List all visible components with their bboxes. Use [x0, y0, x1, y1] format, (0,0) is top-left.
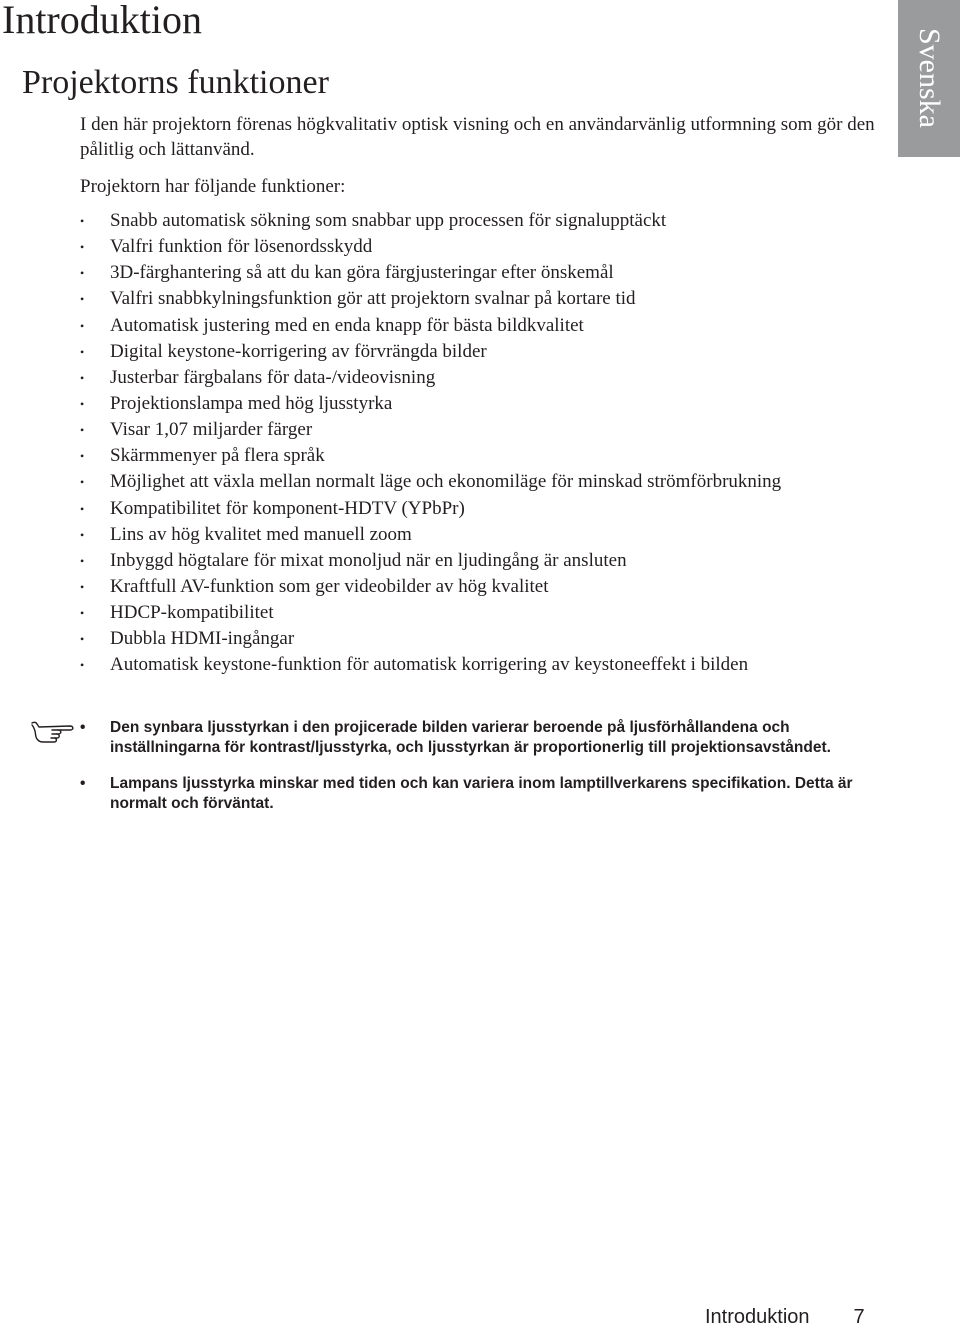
- note-list: [80, 718, 860, 830]
- feature-item: [76, 496, 781, 522]
- section-title: Projektorns funktioner: [22, 64, 329, 101]
- feature-item: [76, 443, 781, 469]
- bullet-icon: •: [80, 266, 85, 281]
- bullet-icon: •: [80, 606, 85, 621]
- feature-list: [76, 208, 781, 679]
- feature-text: Digital keystone-korrigering av förvrängda bilder: [110, 340, 487, 362]
- pointing-hand-icon: [30, 718, 78, 748]
- feature-text: Kraftfull AV-funktion som ger videobilder av hög kvalitet: [110, 575, 549, 597]
- feature-item: [76, 286, 781, 312]
- feature-item: [76, 600, 781, 626]
- feature-text: Kompatibilitet för komponent-HDTV (YPbPr): [110, 497, 465, 519]
- bullet-icon: •: [80, 396, 85, 411]
- feature-item: [76, 574, 781, 600]
- feature-item: [76, 417, 781, 443]
- feature-item: [76, 469, 781, 495]
- feature-item: [76, 208, 781, 234]
- feature-item: [76, 548, 781, 574]
- chapter-title: Introduktion: [2, 0, 202, 42]
- bullet-icon: •: [80, 553, 85, 568]
- feature-item: [76, 365, 781, 391]
- note-text: Den synbara ljusstyrkan i den projicerade bilden varierar beroende på ljusförhållandena och inställningarna för kontrast/ljusstyrka, och ljusstyrkan är proportionerlig till projektionsavståndet.: [110, 719, 831, 756]
- language-tab: [898, 0, 960, 157]
- feature-item: [76, 234, 781, 260]
- bullet-icon: •: [80, 579, 85, 594]
- bullet-icon: •: [80, 775, 86, 792]
- note-item: [80, 774, 860, 814]
- bullet-icon: •: [80, 344, 85, 359]
- bullet-icon: •: [80, 240, 85, 255]
- feature-text: HDCP-kompatibilitet: [110, 602, 274, 624]
- feature-item: [76, 652, 781, 678]
- language-tab-label: Svenska: [913, 28, 946, 128]
- feature-text: Snabb automatisk sökning som snabbar upp processen för signalupptäckt: [110, 210, 667, 231]
- feature-text: Valfri funktion för lösenordsskydd: [110, 236, 373, 258]
- bullet-icon: •: [80, 292, 85, 307]
- feature-text: Projektionslampa med hög ljusstyrka: [110, 392, 393, 414]
- feature-text: Automatisk keystone-funktion för automatisk korrigering av keystoneeffekt i bilden: [110, 654, 749, 676]
- bullet-icon: •: [80, 449, 85, 464]
- bullet-icon: •: [80, 423, 85, 438]
- bullet-icon: •: [80, 318, 85, 333]
- feature-text: Skärmmenyer på flera språk: [110, 445, 325, 467]
- feature-text: Dubbla HDMI-ingångar: [110, 628, 295, 650]
- note-item: [80, 718, 860, 758]
- bullet-icon: •: [80, 527, 85, 542]
- feature-item: [76, 522, 781, 548]
- bullet-icon: •: [80, 501, 85, 516]
- feature-item: [76, 626, 781, 652]
- bullet-icon: •: [80, 719, 86, 736]
- page-number: 7: [853, 1306, 865, 1328]
- feature-item: [76, 313, 781, 339]
- bullet-icon: •: [80, 658, 85, 673]
- feature-item: [76, 339, 781, 365]
- feature-text: Möjlighet att växla mellan normalt läge och ekonomiläge för minskad strömförbrukning: [110, 471, 782, 493]
- bullet-icon: •: [80, 632, 85, 647]
- page-footer: [705, 1304, 865, 1330]
- feature-text: Valfri snabbkylningsfunktion gör att projektorn svalnar på kortare tid: [110, 288, 636, 310]
- feature-text: Justerbar färgbalans för data-/videovisning: [110, 366, 436, 388]
- feature-text: Visar 1,07 miljarder färger: [110, 419, 313, 441]
- note-text: Lampans ljusstyrka minskar med tiden och kan variera inom lamptillverkarens specifikation. Detta är normalt och förväntat.: [110, 775, 853, 812]
- feature-text: Inbyggd högtalare för mixat monoljud när en ljudingång är ansluten: [110, 549, 627, 571]
- bullet-icon: •: [80, 475, 85, 490]
- footer-section-label: Introduktion: [705, 1306, 810, 1328]
- bullet-icon: •: [80, 370, 85, 385]
- feature-item: [76, 260, 781, 286]
- intro-paragraph: I den här projektorn förenas högkvalitativ optisk visning och en användarvänlig utformning som gör den pålitlig och lättanvänd.: [80, 114, 875, 160]
- bullet-icon: •: [80, 214, 85, 228]
- feature-item: [76, 391, 781, 417]
- feature-text: 3D-färghantering så att du kan göra färgjusteringar efter önskemål: [110, 262, 614, 284]
- feature-text: Automatisk justering med en enda knapp för bästa bildkvalitet: [110, 314, 584, 336]
- feature-lead: Projektorn har följande funktioner:: [80, 176, 346, 197]
- feature-text: Lins av hög kvalitet med manuell zoom: [110, 523, 412, 545]
